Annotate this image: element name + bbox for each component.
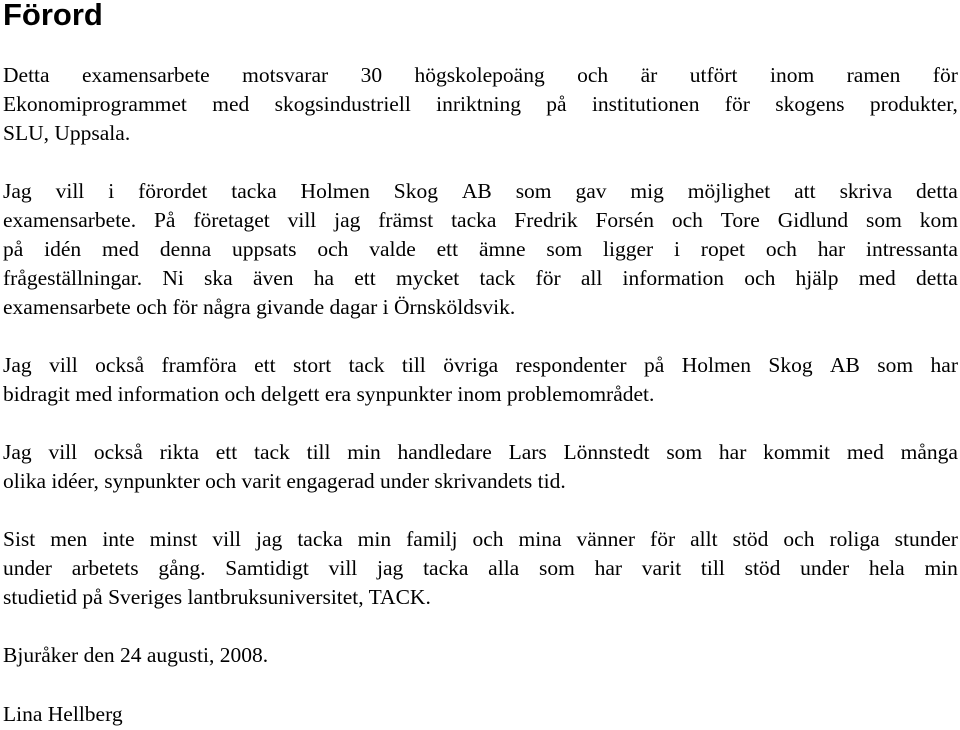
word: möjlighet (687, 179, 771, 203)
word: vill (55, 179, 85, 203)
word: stöd (732, 527, 769, 551)
paragraph-line (3, 177, 958, 206)
word: stort (293, 353, 332, 377)
word: skogens (775, 92, 845, 116)
word: utfört (689, 63, 738, 87)
word: kommit (763, 440, 831, 464)
word: att (794, 179, 816, 203)
word: framföra (161, 353, 237, 377)
word: har (817, 237, 846, 261)
word: mig (630, 179, 664, 203)
word: men (50, 527, 88, 551)
word: har (718, 440, 747, 464)
word: jag (334, 208, 361, 232)
word: tacka (423, 556, 469, 580)
word: och (783, 527, 815, 551)
word: ligger (603, 237, 654, 261)
word: gav (575, 179, 607, 203)
word: Ni (162, 266, 184, 290)
word: min (357, 527, 392, 551)
word: detta (916, 179, 958, 203)
word: ha (313, 266, 335, 290)
word: hela (868, 556, 905, 580)
word: på (644, 353, 665, 377)
word: även (252, 266, 294, 290)
word: arbetets (71, 556, 139, 580)
word: 30 (360, 63, 383, 87)
paragraph-line (3, 206, 958, 235)
word: vill (48, 440, 78, 464)
place-date: Bjuråker den 24 augusti, 2008. (3, 643, 269, 667)
word: allt (690, 527, 718, 551)
word: Holmen (681, 353, 751, 377)
word: stunder (894, 527, 958, 551)
word: ropet (700, 237, 745, 261)
word: min (347, 440, 381, 464)
word: inte (102, 527, 135, 551)
word: stöd (744, 556, 781, 580)
word: uppsats (232, 237, 297, 261)
word: Detta (3, 63, 50, 87)
word: jag (256, 527, 283, 551)
word: till (306, 440, 331, 464)
word: tacka (231, 179, 277, 203)
word: kom (919, 208, 958, 232)
word: som (546, 237, 583, 261)
word: för (724, 92, 750, 116)
word: rikta (159, 440, 199, 464)
paragraph-5 (3, 525, 958, 612)
word: minst (149, 527, 198, 551)
word: som (666, 440, 703, 464)
word: jag (377, 556, 404, 580)
word: Ekonomiprogrammet (3, 92, 187, 116)
word: gång. (158, 556, 206, 580)
word: vill (212, 527, 242, 551)
word: många (900, 440, 958, 464)
word: roliga (829, 527, 880, 551)
paragraph-4 (3, 438, 958, 496)
word: vänner (576, 527, 636, 551)
paragraph-1 (3, 61, 958, 148)
paragraph-line (3, 61, 958, 90)
word: tacka (297, 527, 343, 551)
word: till (401, 353, 426, 377)
word: Jag (3, 179, 32, 203)
word: och (744, 266, 776, 290)
word: motsvarar (242, 63, 329, 87)
word: intressanta (865, 237, 958, 261)
word: förordet (138, 179, 208, 203)
word: idén (44, 237, 82, 261)
word: ett (215, 440, 238, 464)
word: med (101, 237, 140, 261)
word: som (538, 556, 575, 580)
paragraph-line: examensarbete och för några givande dagar i Örnsköldsvik. (3, 295, 516, 319)
word: inom (769, 63, 815, 87)
word: ett (354, 266, 376, 290)
word: vill (287, 208, 317, 232)
word: har (594, 556, 623, 580)
word: företaget (193, 208, 270, 232)
word: och (671, 208, 703, 232)
word: examensarbete. (3, 208, 137, 232)
paragraph-3 (3, 351, 958, 409)
word: ett (254, 353, 276, 377)
signature: Lina Hellberg (3, 702, 123, 726)
word: Holmen (300, 179, 370, 203)
word: mycket (395, 266, 460, 290)
word: i (108, 179, 115, 203)
word: alla (488, 556, 520, 580)
paragraph-line: bidragit med information och delgett era synpunkter inom problemområdet. (3, 382, 655, 406)
word: är (640, 63, 658, 87)
word: tacka (451, 208, 497, 232)
word: ramen (846, 63, 901, 87)
word: familj (406, 527, 458, 551)
word: valde (369, 237, 416, 261)
word: Forsén (595, 208, 654, 232)
paragraph-line (3, 351, 958, 380)
word: under (3, 556, 52, 580)
word: med (846, 440, 884, 464)
word: Sist (3, 527, 36, 551)
word: Gidlund (777, 208, 849, 232)
word: till (700, 556, 725, 580)
word: ska (204, 266, 233, 290)
word: hjälp (795, 266, 839, 290)
word: produkter, (869, 92, 958, 116)
paragraph-line: SLU, Uppsala. (3, 121, 131, 145)
word: varit (641, 556, 682, 580)
word: Tore (720, 208, 760, 232)
paragraph-line (3, 525, 958, 554)
page-title: Förord (3, 0, 103, 32)
paragraph-line (3, 438, 958, 467)
word: på (3, 237, 24, 261)
paragraph-line (3, 235, 958, 264)
word: för (650, 527, 676, 551)
word: och (472, 527, 504, 551)
word: och (317, 237, 349, 261)
word: skogsindustriell (274, 92, 411, 116)
word: också (95, 353, 145, 377)
word: Lönnstedt (563, 440, 650, 464)
word: respondenter (515, 353, 627, 377)
word: tack (348, 353, 385, 377)
word: vill (49, 353, 78, 377)
word: Jag (3, 440, 32, 464)
word: Lars (508, 440, 547, 464)
word: skriva (839, 179, 893, 203)
word: denna (159, 237, 212, 261)
word: tack (479, 266, 516, 290)
word: som (515, 179, 552, 203)
word: för (535, 266, 561, 290)
word: främst (378, 208, 434, 232)
word: Fredrik (514, 208, 578, 232)
paragraph-line (3, 264, 958, 293)
word: frågeställningar. (3, 266, 143, 290)
word: institutionen (591, 92, 700, 116)
paragraph-2 (3, 177, 958, 322)
word: examensarbete (82, 63, 210, 87)
word: övriga (443, 353, 499, 377)
word: i (673, 237, 680, 261)
word: också (93, 440, 143, 464)
word: ämne (478, 237, 526, 261)
word: med (212, 92, 250, 116)
word: har (930, 353, 958, 377)
word: vill (328, 556, 358, 580)
word: på (546, 92, 567, 116)
word: som (866, 208, 902, 232)
word: handledare (397, 440, 492, 464)
word: information (622, 266, 725, 290)
word: ett (436, 237, 459, 261)
paragraph-line: olika idéer, synpunkter och varit engagerad under skrivandets tid. (3, 469, 566, 493)
word: under (800, 556, 850, 580)
paragraph-line (3, 90, 958, 119)
word: min (924, 556, 958, 580)
word: detta (916, 266, 958, 290)
paragraph-line: studietid på Sveriges lantbruksuniversitet, TACK. (3, 585, 431, 609)
word: med (858, 266, 896, 290)
word: tack (254, 440, 290, 464)
word: för (932, 63, 958, 87)
word: På (153, 208, 176, 232)
word: Skog (393, 179, 438, 203)
word: all (580, 266, 603, 290)
word: AB (830, 353, 860, 377)
word: Samtidigt (225, 556, 309, 580)
word: AB (461, 179, 492, 203)
word: inriktning (436, 92, 521, 116)
word: Jag (3, 353, 32, 377)
word: Skog (768, 353, 813, 377)
word: och (765, 237, 797, 261)
word: högskolepoäng (414, 63, 545, 87)
paragraph-line (3, 554, 958, 583)
word: och (577, 63, 609, 87)
word: mina (518, 527, 562, 551)
word: som (877, 353, 914, 377)
